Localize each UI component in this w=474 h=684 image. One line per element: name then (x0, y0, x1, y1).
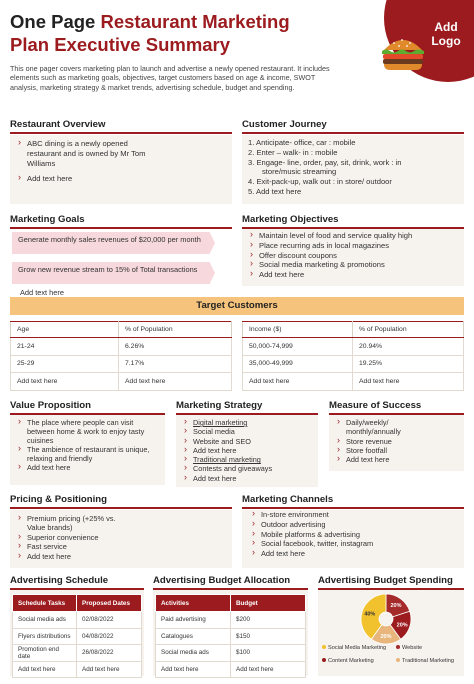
list-item: › Add text here (252, 549, 458, 559)
legend-label: Content Marketing (328, 658, 374, 664)
list-item: › Website and SEO (184, 437, 314, 446)
list-item: › Store revenue (337, 437, 419, 446)
section-title-budget: Advertising Budget Allocation (153, 575, 291, 586)
table-cell: 6.26% (119, 338, 232, 356)
table-cell: $200 (231, 612, 306, 629)
table-row (13, 612, 142, 629)
table-header: % of Population (353, 322, 464, 338)
section-title-objectives: Marketing Objectives (242, 214, 339, 225)
section-title-overview: Restaurant Overview (10, 119, 106, 130)
channels-list (242, 510, 464, 559)
table-header: Budget (231, 595, 306, 612)
list-item: › Place recurring ads in local magazines (250, 241, 458, 251)
legend-item (396, 658, 454, 664)
value-box (10, 415, 165, 485)
table-cell: Add text here (156, 661, 231, 678)
pie-slice-label: 20% (380, 634, 392, 640)
list-item: › The place where people can visit between home & work to enjoy tasty cuisines (18, 418, 159, 445)
table-cell: 21-24 (11, 338, 119, 356)
list-item: › Add text here (337, 455, 419, 464)
list-item: › Add text here (250, 270, 458, 280)
table-header: Proposed Dates (77, 595, 142, 612)
list-item: 4. Exit-pack-up, walk out : in store/ outdoor (248, 177, 392, 187)
goals-add-text: Add text here (20, 288, 64, 297)
legend-label: Traditional Marketing (402, 658, 455, 664)
burger-icon (380, 34, 426, 72)
table-header: Income ($) (243, 322, 353, 338)
intro-text: This one pager covers marketing plan to launch and advertise a newly opened restaurant. It includes elements such as marketing goals, objectives, target customers based on age & income, SWOT analysis, marketing strategy & market trends, advertising schedule, budget and spending. (10, 64, 330, 92)
list-item: › Daily/weekly/ monthly/annually (337, 418, 419, 437)
section-title-schedule: Advertising Schedule (10, 575, 109, 586)
table-cell: Add text here (231, 661, 306, 678)
measure-box (329, 415, 464, 471)
schedule-table (12, 594, 142, 678)
channels-box (242, 510, 464, 568)
section-title-measure: Measure of Success (329, 400, 422, 411)
table-cell: Add text here (353, 373, 464, 391)
logo-placeholder-text[interactable]: Add Logo (431, 20, 461, 48)
table-header: Schedule Tasks (13, 595, 77, 612)
table-cell: Flyers distributions (13, 628, 77, 645)
table-cell: Add text here (11, 373, 119, 391)
section-divider (242, 132, 464, 134)
objectives-list (242, 229, 464, 280)
table-row (11, 355, 232, 373)
table-row (156, 645, 306, 662)
table-cell: Add text here (243, 373, 353, 391)
list-item: › Social media marketing & promotions (250, 260, 458, 270)
table-header: Age (11, 322, 119, 338)
budget-pie-chart (360, 593, 412, 645)
table-row (156, 612, 306, 629)
table-cell: 26/08/2022 (77, 645, 142, 662)
list-item: › Offer discount coupons (250, 251, 458, 261)
table-cell: 02/08/2022 (77, 612, 142, 629)
list-item: 2. Enter – walk- in : mobile (248, 147, 338, 157)
journey-box (242, 135, 464, 204)
list-item: › Superior convenience (18, 533, 122, 542)
table-cell: 19.25% (353, 355, 464, 373)
table-cell: Add text here (77, 661, 142, 678)
overview-list (10, 135, 160, 184)
table-cell: Add text here (13, 661, 77, 678)
legend-label: Website (402, 645, 423, 651)
table-row (243, 338, 464, 356)
list-item: › Social facebook, twitter, instagram (252, 539, 458, 549)
legend-item (322, 645, 386, 651)
list-item: › Premium pricing (+25% vs. Value brands) (18, 514, 122, 533)
table-row (11, 373, 232, 391)
goal-card: Grow new revenue stream to 15% of Total transactions (12, 262, 210, 284)
section-divider (10, 227, 232, 229)
legend-swatch (322, 658, 326, 662)
pricing-list (10, 510, 128, 561)
table-cell: 35,000-49,999 (243, 355, 353, 373)
list-item: › Add text here (184, 474, 314, 483)
table-cell: $100 (231, 645, 306, 662)
list-item: › Maintain level of food and service quality high (250, 231, 458, 241)
list-item: › Outdoor advertising (252, 520, 458, 530)
section-title-spending: Advertising Budget Spending (318, 575, 453, 586)
goal-card: Generate monthly sales revenues of $20,000 per month (12, 232, 210, 254)
pie-slice-label: 40% (364, 611, 376, 618)
table-row (13, 661, 142, 678)
table-row (243, 355, 464, 373)
income-table (242, 321, 464, 391)
measure-list (329, 415, 425, 464)
list-item: › ABC dining is a newly opened restaurant and is owned by Mr Tom Williams (18, 139, 154, 168)
pie-slice-label: 20% (396, 622, 408, 629)
section-divider (242, 507, 464, 509)
page-title (10, 10, 370, 56)
table-cell: 25-29 (11, 355, 119, 373)
journey-list (242, 135, 428, 197)
list-item: › Add text here (184, 446, 314, 455)
title-line-2: Plan Executive Summary (10, 34, 231, 55)
section-title-strategy: Marketing Strategy (176, 400, 263, 411)
table-row (243, 373, 464, 391)
section-title-pricing: Pricing & Positioning (10, 494, 108, 505)
title-accent: Restaurant Marketing (100, 11, 290, 32)
table-row (13, 645, 142, 662)
pricing-box (10, 510, 232, 568)
list-item: › Store footfall (337, 446, 419, 455)
strategy-box (176, 415, 318, 487)
table-cell: 04/08/2022 (77, 628, 142, 645)
list-item: › Fast service (18, 542, 122, 551)
value-list (10, 415, 165, 472)
legend-label: Social Media Marketing (328, 645, 387, 651)
table-header: Activities (156, 595, 231, 612)
table-cell: 50,000-74,999 (243, 338, 353, 356)
table-row (156, 628, 306, 645)
table-row (156, 661, 306, 678)
legend-swatch (322, 645, 326, 649)
list-item: › Digital marketing (184, 418, 314, 427)
list-item: › The ambience of restaurant is unique, relaxing and friendly (18, 445, 159, 463)
goal-arrow (210, 233, 215, 253)
section-title-goals: Marketing Goals (10, 214, 85, 225)
list-item: › Add text here (18, 463, 159, 472)
target-customers-header: Target Customers (10, 297, 464, 315)
table-cell: Catalogues (156, 628, 231, 645)
table-cell: 7.17% (119, 355, 232, 373)
list-item: › Social media (184, 427, 314, 436)
legend-swatch (396, 658, 400, 662)
budget-table (155, 594, 306, 678)
table-cell: Social media ads (156, 645, 231, 662)
legend-item (322, 658, 374, 664)
table-cell: Social media ads (13, 612, 77, 629)
list-item: › Mobile platforms & advertising (252, 530, 458, 540)
table-row (13, 628, 142, 645)
table-cell: Paid advertising (156, 612, 231, 629)
legend-swatch (396, 645, 400, 649)
table-cell: Promotion end date (13, 645, 77, 662)
legend-item (396, 645, 422, 651)
pie-slice-label: 20% (390, 603, 402, 610)
table-cell: 20.94% (353, 338, 464, 356)
list-item: 1. Anticipate- office, car : mobile (248, 138, 356, 147)
section-divider (10, 507, 232, 509)
goal-arrow (210, 263, 215, 283)
table-header: % of Population (119, 322, 232, 338)
list-item: 3. Engage- line, order, pay, sit, drink, work : in store/music streaming (248, 157, 402, 177)
section-title-value: Value Proposition (10, 400, 92, 411)
section-title-channels: Marketing Channels (242, 494, 334, 505)
table-cell: $150 (231, 628, 306, 645)
section-divider (10, 132, 232, 134)
title-plain: One Page (10, 11, 101, 32)
table-cell: Add text here (119, 373, 232, 391)
table-row (11, 338, 232, 356)
list-item: › Add text here (18, 552, 122, 561)
overview-box (10, 135, 232, 204)
age-table (10, 321, 232, 391)
objectives-box (242, 229, 464, 286)
list-item: › Traditional marketing (184, 455, 314, 464)
list-item: › Contests and giveaways (184, 464, 314, 473)
section-title-journey: Customer Journey (242, 119, 327, 130)
strategy-list (176, 415, 318, 483)
list-item: 5. Add text here (248, 186, 302, 196)
list-item: › In-store environment (252, 510, 458, 520)
list-item: › Add text here (18, 174, 154, 184)
